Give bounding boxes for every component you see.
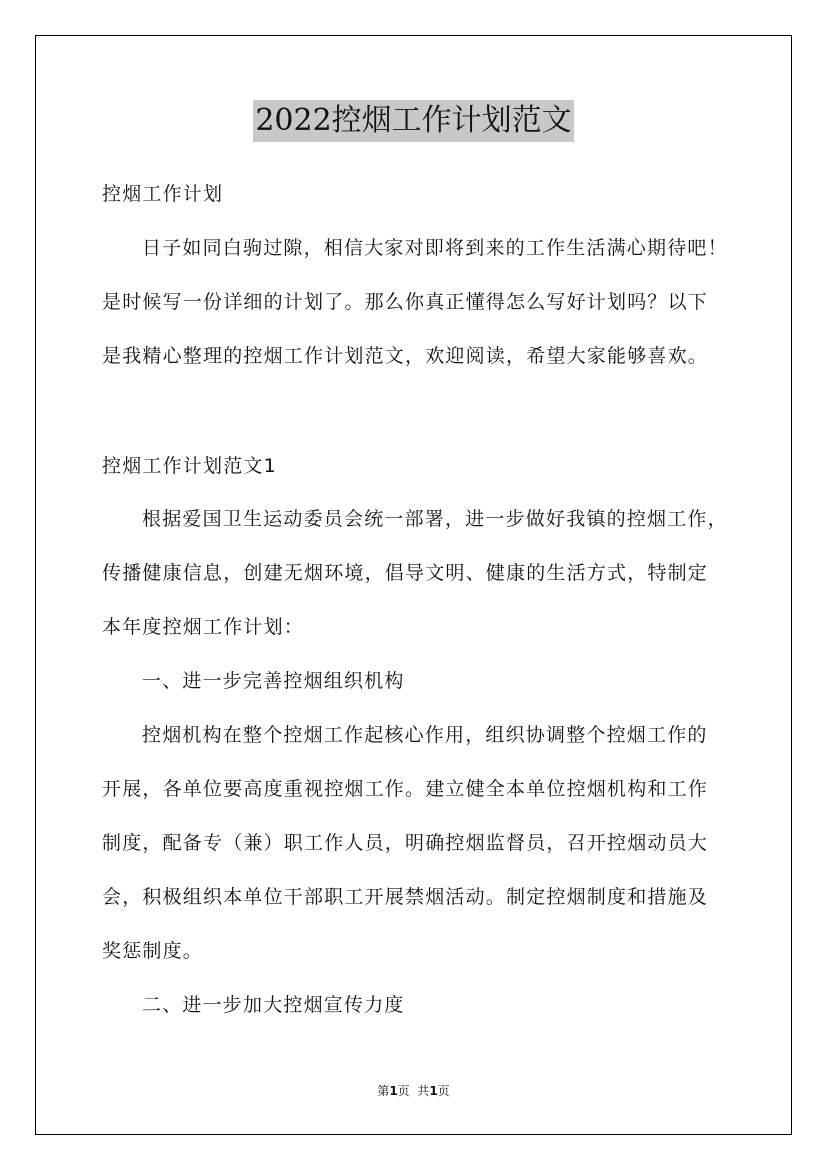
subheading: 一、进一步完善控烟组织机构 (142, 670, 405, 692)
title-container (0, 100, 827, 142)
paragraph-line: 是时候写一份详细的计划了。那么你真正懂得怎么写好计划吗？以下 (102, 291, 709, 313)
paragraph-line: 是我精心整理的控烟工作计划范文，欢迎阅读，希望大家能够喜欢。 (102, 345, 709, 367)
footer-total-pages: 1 (429, 1084, 438, 1098)
section-heading: 控烟工作计划 (102, 183, 224, 205)
paragraph-line: 本年度控烟工作计划： (102, 616, 305, 638)
paragraph-line: 传播健康信息，创建无烟环境，倡导文明、健康的生活方式，特制定 (102, 562, 709, 584)
footer-mid: 页 共 (397, 1084, 430, 1098)
paragraph-line: 制度，配备专（兼）职工作人员，明确控烟监督员，召开控烟动员大 (102, 832, 709, 854)
section-heading: 控烟工作计划范文1 (102, 455, 277, 477)
paragraph-line: 会，积极组织本单位干部职工开展禁烟活动。制定控烟制度和措施及 (102, 886, 709, 908)
footer-prefix: 第 (377, 1084, 390, 1098)
paragraph-line: 奖惩制度。 (102, 940, 204, 962)
paragraph-line: 根据爱国卫生运动委员会统一部署，进一步做好我镇的控烟工作， (142, 508, 728, 530)
paragraph-line: 控烟机构在整个控烟工作起核心作用，组织协调整个控烟工作的 (142, 724, 708, 746)
footer-page-number: 1 (389, 1084, 398, 1098)
paragraph-line: 日子如同白驹过隙，相信大家对即将到来的工作生活满心期待吧！ (142, 237, 728, 259)
paragraph-line: 开展，各单位要高度重视控烟工作。建立健全本单位控烟机构和工作 (102, 778, 709, 800)
subheading: 二、进一步加大控烟宣传力度 (142, 994, 405, 1016)
page-footer (0, 1082, 827, 1100)
document-title: 2022控烟工作计划范文 (253, 100, 573, 142)
footer-suffix: 页 (437, 1084, 450, 1098)
